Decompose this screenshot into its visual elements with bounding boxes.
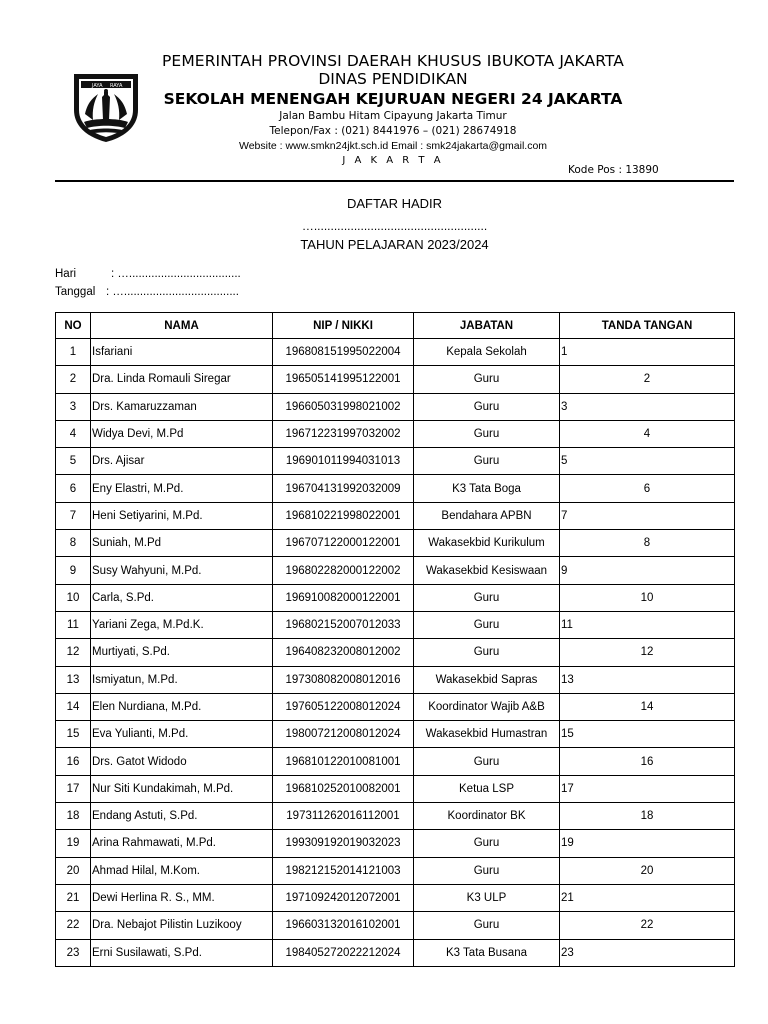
- row-name: Drs. Gatot Widodo: [91, 748, 273, 775]
- header-tanda-tangan: TANDA TANGAN: [560, 313, 735, 339]
- row-signature[interactable]: 4: [560, 420, 735, 447]
- row-name: Susy Wahyuni, M.Pd.: [91, 557, 273, 584]
- table-row: [56, 912, 735, 939]
- table-row: [56, 721, 735, 748]
- row-number: 6: [56, 475, 91, 502]
- table-row: [56, 366, 735, 393]
- header-nama: NAMA: [91, 313, 273, 339]
- date-label: Tanggal: [55, 286, 96, 298]
- table-row: [56, 448, 735, 475]
- row-name: Eny Elastri, M.Pd.: [91, 475, 273, 502]
- row-name: Arina Rahmawati, M.Pd.: [91, 830, 273, 857]
- academic-year: TAHUN PELAJARAN 2023/2024: [300, 237, 489, 252]
- day-label: Hari: [55, 268, 77, 280]
- row-signature[interactable]: 2: [560, 366, 735, 393]
- row-number: 9: [56, 557, 91, 584]
- row-signature[interactable]: 12: [560, 639, 735, 666]
- row-name: Widya Devi, M.Pd: [91, 420, 273, 447]
- table-row: [56, 584, 735, 611]
- table-row: [56, 611, 735, 638]
- row-number: 19: [56, 830, 91, 857]
- row-position: Guru: [414, 748, 560, 775]
- row-position: Guru: [414, 393, 560, 420]
- row-position: Guru: [414, 639, 560, 666]
- row-number: 1: [56, 339, 91, 366]
- row-position: Ketua LSP: [414, 775, 560, 802]
- row-nip: 196704131992032009: [273, 475, 414, 502]
- row-signature[interactable]: 22: [560, 912, 735, 939]
- row-nip: 198405272022212024: [273, 939, 414, 966]
- row-position: Guru: [414, 912, 560, 939]
- row-nip: 196802152007012033: [273, 611, 414, 638]
- row-nip: 196712231997032002: [273, 420, 414, 447]
- letterhead-divider: [55, 180, 734, 182]
- row-number: 15: [56, 721, 91, 748]
- row-nip: 196901011994031013: [273, 448, 414, 475]
- document-title: DAFTAR HADIR: [346, 196, 443, 211]
- activity-blank-line: …....................................................: [301, 219, 488, 233]
- school-phone: Telepon/Fax : (021) 8441976 – (021) 28674918: [269, 125, 517, 137]
- row-position: Koordinator BK: [414, 803, 560, 830]
- row-number: 4: [56, 420, 91, 447]
- row-number: 5: [56, 448, 91, 475]
- row-number: 16: [56, 748, 91, 775]
- dki-jakarta-emblem-logo: [68, 70, 144, 144]
- row-name: Suniah, M.Pd: [91, 530, 273, 557]
- day-field: [55, 268, 241, 280]
- row-nip: 198007212008012024: [273, 721, 414, 748]
- row-position: Wakasekbid Humastran: [414, 721, 560, 748]
- logo-text-left: JAYA: [92, 83, 103, 89]
- row-signature[interactable]: 10: [560, 584, 735, 611]
- row-position: Guru: [414, 420, 560, 447]
- row-signature[interactable]: 14: [560, 693, 735, 720]
- row-name: Drs. Ajisar: [91, 448, 273, 475]
- row-nip: 197109242012072001: [273, 884, 414, 911]
- row-nip: 199309192019032023: [273, 830, 414, 857]
- row-nip: 196810122010081001: [273, 748, 414, 775]
- row-number: 17: [56, 775, 91, 802]
- row-nip: 196505141995122001: [273, 366, 414, 393]
- table-row: [56, 939, 735, 966]
- row-nip: 198212152014121003: [273, 857, 414, 884]
- row-signature[interactable]: 5: [560, 448, 735, 475]
- row-signature[interactable]: 9: [560, 557, 735, 584]
- row-name: Eva Yulianti, M.Pd.: [91, 721, 273, 748]
- row-signature[interactable]: 16: [560, 748, 735, 775]
- row-signature[interactable]: 7: [560, 502, 735, 529]
- table-row: [56, 884, 735, 911]
- row-number: 14: [56, 693, 91, 720]
- row-nip: 196605031998021002: [273, 393, 414, 420]
- table-row: [56, 830, 735, 857]
- row-number: 10: [56, 584, 91, 611]
- table-row: [56, 639, 735, 666]
- row-number: 22: [56, 912, 91, 939]
- row-name: Dra. Nebajot Pilistin Luzikooy: [91, 912, 273, 939]
- row-signature[interactable]: 13: [560, 666, 735, 693]
- row-position: K3 ULP: [414, 884, 560, 911]
- row-position: Guru: [414, 611, 560, 638]
- school-address: Jalan Bambu Hitam Cipayung Jakarta Timur: [279, 110, 507, 122]
- row-position: Guru: [414, 366, 560, 393]
- row-name: Dra. Linda Romauli Siregar: [91, 366, 273, 393]
- row-name: Carla, S.Pd.: [91, 584, 273, 611]
- row-signature[interactable]: 19: [560, 830, 735, 857]
- attendance-table: [55, 312, 735, 967]
- row-number: 18: [56, 803, 91, 830]
- row-name: Heni Setiyarini, M.Pd.: [91, 502, 273, 529]
- row-signature[interactable]: 21: [560, 884, 735, 911]
- row-name: Murtiyati, S.Pd.: [91, 639, 273, 666]
- row-nip: 196808151995022004: [273, 339, 414, 366]
- row-position: Bendahara APBN: [414, 502, 560, 529]
- date-field: [55, 286, 239, 298]
- table-row: [56, 475, 735, 502]
- row-name: Elen Nurdiana, M.Pd.: [91, 693, 273, 720]
- row-position: Guru: [414, 584, 560, 611]
- table-row: [56, 393, 735, 420]
- table-row: [56, 502, 735, 529]
- row-name: Drs. Kamaruzzaman: [91, 393, 273, 420]
- table-row: [56, 530, 735, 557]
- row-signature[interactable]: 15: [560, 721, 735, 748]
- table-row: [56, 420, 735, 447]
- row-number: 12: [56, 639, 91, 666]
- table-row: [56, 693, 735, 720]
- row-position: K3 Tata Busana: [414, 939, 560, 966]
- row-name: Ismiyatun, M.Pd.: [91, 666, 273, 693]
- row-name: Dewi Herlina R. S., MM.: [91, 884, 273, 911]
- row-name: Isfariani: [91, 339, 273, 366]
- day-value: : …...................................: [111, 268, 241, 280]
- postal-code: Kode Pos : 13890: [568, 164, 659, 176]
- row-number: 20: [56, 857, 91, 884]
- government-name: PEMERINTAH PROVINSI DAERAH KHUSUS IBUKOTA JAKARTA: [161, 52, 624, 70]
- row-number: 13: [56, 666, 91, 693]
- row-name: Erni Susilawati, S.Pd.: [91, 939, 273, 966]
- table-row: [56, 775, 735, 802]
- row-position: Wakasekbid Kurikulum: [414, 530, 560, 557]
- row-number: 3: [56, 393, 91, 420]
- row-nip: 197605122008012024: [273, 693, 414, 720]
- row-nip: 196810221998022001: [273, 502, 414, 529]
- row-signature[interactable]: 11: [560, 611, 735, 638]
- row-number: 21: [56, 884, 91, 911]
- row-nip: 196910082000122001: [273, 584, 414, 611]
- row-position: Kepala Sekolah: [414, 339, 560, 366]
- school-name: SEKOLAH MENENGAH KEJURUAN NEGERI 24 JAKARTA: [163, 90, 623, 108]
- row-nip: 196802282000122002: [273, 557, 414, 584]
- row-nip: 197311262016112001: [273, 803, 414, 830]
- header-nip: NIP / NIKKI: [273, 313, 414, 339]
- row-signature[interactable]: 8: [560, 530, 735, 557]
- table-row: [56, 666, 735, 693]
- row-name: Nur Siti Kundakimah, M.Pd.: [91, 775, 273, 802]
- letterhead: [145, 52, 641, 168]
- row-nip: 196603132016102001: [273, 912, 414, 939]
- header-no: NO: [56, 313, 91, 339]
- row-position: Wakasekbid Sapras: [414, 666, 560, 693]
- row-name: Yariani Zega, M.Pd.K.: [91, 611, 273, 638]
- table-header-row: [56, 313, 735, 339]
- row-number: 23: [56, 939, 91, 966]
- row-number: 11: [56, 611, 91, 638]
- table-row: [56, 857, 735, 884]
- row-name: Endang Astuti, S.Pd.: [91, 803, 273, 830]
- row-signature[interactable]: 18: [560, 803, 735, 830]
- row-nip: 196408232008012002: [273, 639, 414, 666]
- row-signature[interactable]: 20: [560, 857, 735, 884]
- row-position: Wakasekbid Kesiswaan: [414, 557, 560, 584]
- row-nip: 196810252010082001: [273, 775, 414, 802]
- row-number: 2: [56, 366, 91, 393]
- row-signature[interactable]: 17: [560, 775, 735, 802]
- table-row: [56, 748, 735, 775]
- row-number: 8: [56, 530, 91, 557]
- row-position: Guru: [414, 448, 560, 475]
- school-web-email: Website : www.smkn24jkt.sch.id Email : smk24jakarta@gmail.com: [238, 140, 548, 152]
- row-position: Guru: [414, 830, 560, 857]
- table-row: [56, 803, 735, 830]
- row-signature[interactable]: 1: [560, 339, 735, 366]
- table-row: [56, 557, 735, 584]
- row-position: Koordinator Wajib A&B: [414, 693, 560, 720]
- department-name: DINAS PENDIDIKAN: [318, 70, 468, 88]
- school-city: J A K A R T A: [342, 155, 444, 166]
- row-signature[interactable]: 6: [560, 475, 735, 502]
- row-name: Ahmad Hilal, M.Kom.: [91, 857, 273, 884]
- row-signature[interactable]: 23: [560, 939, 735, 966]
- row-position: K3 Tata Boga: [414, 475, 560, 502]
- row-signature[interactable]: 3: [560, 393, 735, 420]
- date-value: : …....................................: [106, 286, 239, 298]
- table-row: [56, 339, 735, 366]
- logo-text-right: RAYA: [110, 83, 123, 89]
- row-number: 7: [56, 502, 91, 529]
- header-jabatan: JABATAN: [414, 313, 560, 339]
- row-nip: 197308082008012016: [273, 666, 414, 693]
- row-position: Guru: [414, 857, 560, 884]
- row-nip: 196707122000122001: [273, 530, 414, 557]
